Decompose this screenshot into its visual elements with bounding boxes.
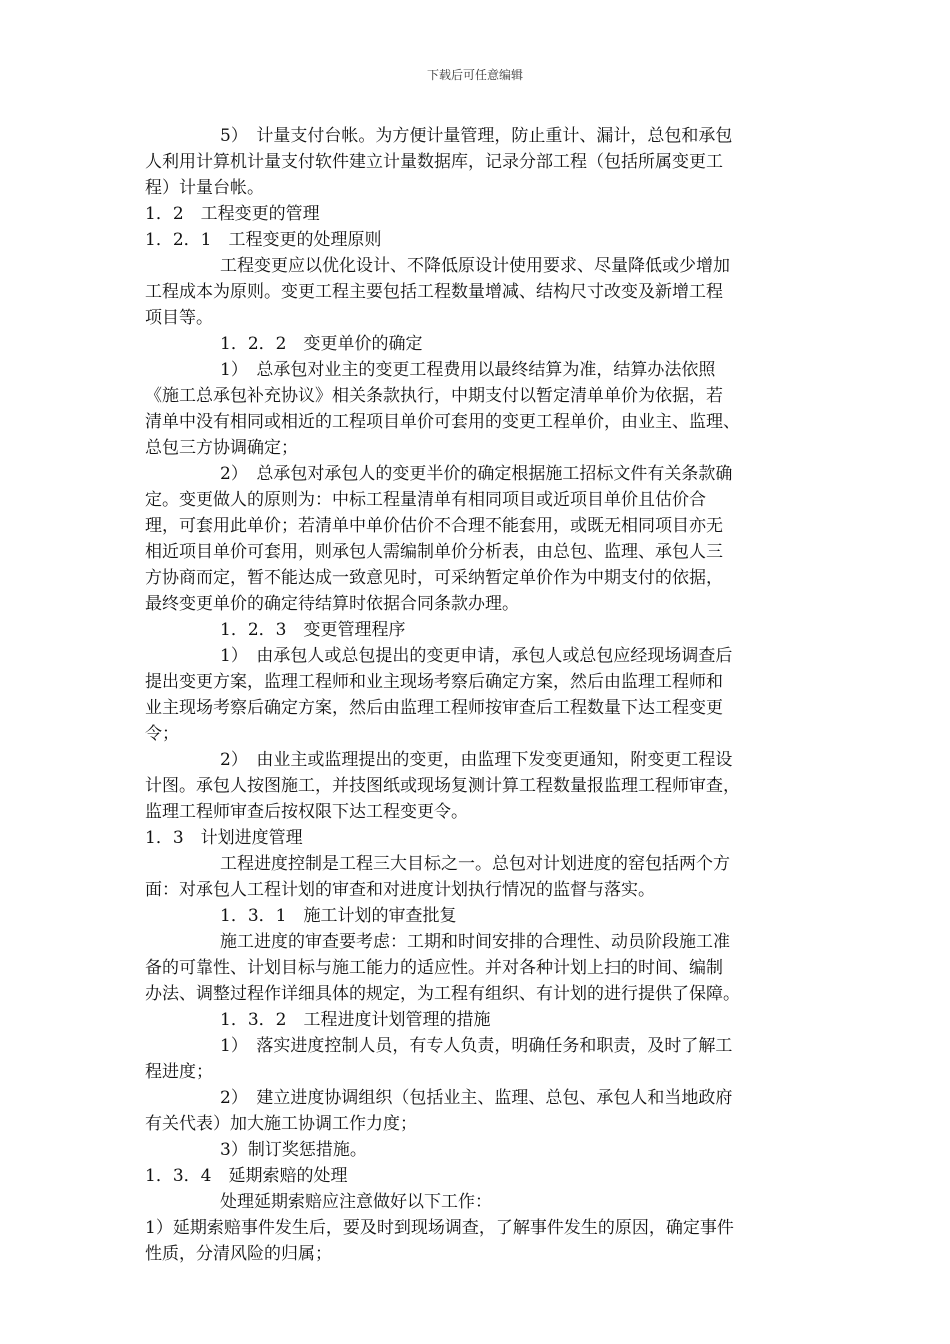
text-line: 工程成本为原则。变更工程主要包括工程数量增减、结构尺寸改变及新增工程 bbox=[145, 282, 723, 302]
text-line: 施工进度的审查要考虑：工期和时间安排的合理性、动员阶段施工准 bbox=[220, 932, 730, 952]
text-line: 性质，分清风险的归属； bbox=[145, 1244, 332, 1264]
text-line: 总包三方协调确定； bbox=[145, 438, 298, 458]
text-line: 1） 落实进度控制人员，有专人负责，明确任务和职责，及时了解工 bbox=[220, 1036, 733, 1056]
text-line: 处理延期索赔应注意做好以下工作： bbox=[220, 1192, 492, 1212]
text-line: 最终变更单价的确定待结算时依据合同条款办理。 bbox=[145, 594, 519, 614]
text-line: 《施工总承包补充协议》相关条款执行，中期支付以暂定清单单价为依据，若 bbox=[145, 386, 723, 406]
text-line: 2） 由业主或监理提出的变更，由监理下发变更通知，附变更工程设 bbox=[220, 750, 733, 770]
page-header: 下载后可任意编辑 bbox=[426, 68, 523, 82]
section-heading: 1．2．3 变更管理程序 bbox=[220, 620, 406, 640]
text-line: 方协商而定，暂不能达成一致意见时，可采纳暂定单价作为中期支付的依据， bbox=[145, 568, 723, 588]
section-heading: 1．2．2 变更单价的确定 bbox=[220, 334, 423, 354]
section-heading: 1．3 计划进度管理 bbox=[145, 828, 303, 848]
text-line: 工程进度控制是工程三大目标之一。总包对计划进度的窑包括两个方 bbox=[220, 854, 730, 874]
text-line: 5） 计量支付台帐。为方便计量管理，防止重计、漏计，总包和承包 bbox=[220, 126, 733, 146]
text-line: 人利用计算机计量支付软件建立计量数据库，记录分部工程（包括所属变更工 bbox=[145, 152, 723, 172]
text-line: 程）计量台帐。 bbox=[145, 178, 264, 198]
text-line: 1）延期索赔事件发生后，要及时到现场调查，了解事件发生的原因，确定事件 bbox=[145, 1218, 734, 1238]
section-heading: 1．3．4 延期索赔的处理 bbox=[145, 1166, 348, 1186]
text-line: 工程变更应以优化设计、不降低原设计使用要求、尽量降低或少增加 bbox=[220, 256, 730, 276]
text-line: 提出变更方案，监理工程师和业主现场考察后确定方案，然后由监理工程师和 bbox=[145, 672, 723, 692]
text-line: 办法、调整过程作详细具体的规定，为工程有组织、有计划的进行提供了保障。 bbox=[145, 984, 740, 1004]
text-line: 定。变更做人的原则为：中标工程量清单有相同项目或近项目单价且估价合 bbox=[145, 490, 706, 510]
text-line: 2） 总承包对承包人的变更半价的确定根据施工招标文件有关条款确 bbox=[220, 464, 733, 484]
text-line: 理，可套用此单价；若清单中单价估价不合理不能套用，或既无相同项目亦无 bbox=[145, 516, 723, 536]
section-heading: 1．2．1 工程变更的处理原则 bbox=[145, 230, 382, 250]
text-line: 项目等。 bbox=[145, 308, 213, 328]
text-line: 业主现场考察后确定方案，然后由监理工程师按审查后工程数量下达工程变更 bbox=[145, 698, 723, 718]
text-line: 1） 总承包对业主的变更工程费用以最终结算为准，结算办法依照 bbox=[220, 360, 716, 380]
text-line: 计图。承包人按图施工，并技图纸或现场复测计算工程数量报监理工程师审查， bbox=[145, 776, 740, 796]
section-heading: 1．3．1 施工计划的审查批复 bbox=[220, 906, 457, 926]
text-line: 3）制订奖惩措施。 bbox=[220, 1140, 367, 1160]
text-line: 相近项目单价可套用，则承包人需编制单价分析表，由总包、监理、承包人三 bbox=[145, 542, 723, 562]
section-heading: 1．2 工程变更的管理 bbox=[145, 204, 320, 224]
text-line: 清单中没有相同或相近的工程项目单价可套用的变更工程单价，由业主、监理、 bbox=[145, 412, 740, 432]
text-line: 有关代表）加大施工协调工作力度； bbox=[145, 1114, 417, 1134]
section-heading: 1．3．2 工程进度计划管理的措施 bbox=[220, 1010, 491, 1030]
text-line: 面：对承包人工程计划的审查和对进度计划执行情况的监督与落实。 bbox=[145, 880, 655, 900]
text-line: 程进度； bbox=[145, 1062, 213, 1082]
text-line: 1） 由承包人或总包提出的变更申请，承包人或总包应经现场调查后 bbox=[220, 646, 733, 666]
text-line: 监理工程师审查后按权限下达工程变更令。 bbox=[145, 802, 468, 822]
text-line: 备的可靠性、计划目标与施工能力的适应性。并对各种计划上扫的时间、编制 bbox=[145, 958, 723, 978]
text-line: 令； bbox=[145, 724, 179, 744]
text-line: 2） 建立进度协调组织（包括业主、监理、总包、承包人和当地政府 bbox=[220, 1088, 733, 1108]
